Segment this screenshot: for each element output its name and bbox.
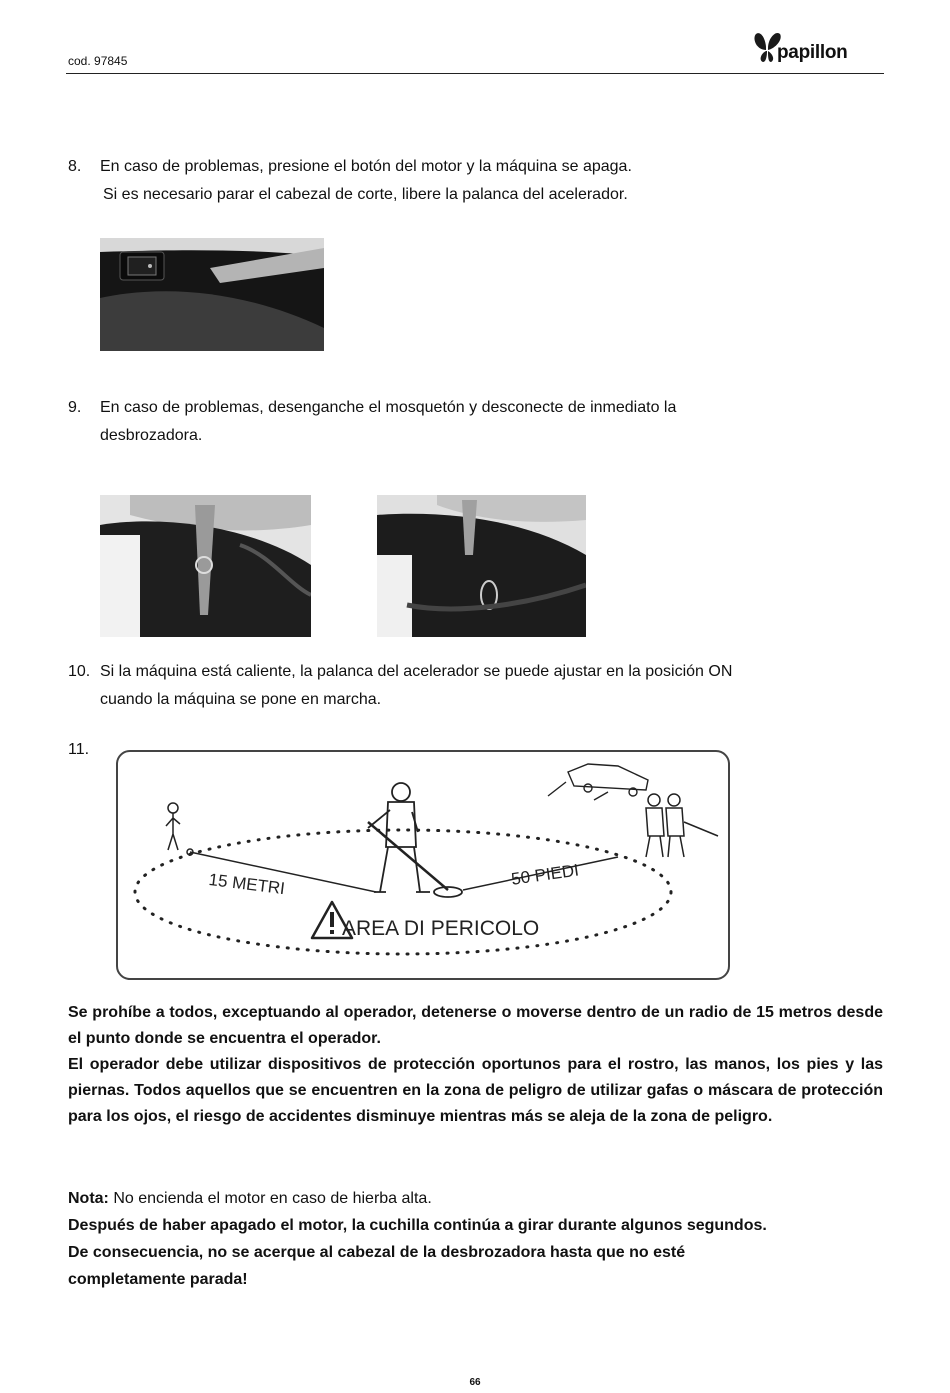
danger-area-diagram <box>116 750 730 980</box>
carabiner-photo-2 <box>377 495 586 637</box>
step-text: Si la máquina está caliente, la palanca del acelerador se puede ajustar en la posición ON <box>100 663 733 680</box>
step-9 <box>68 394 868 454</box>
note-bold-line-1: Después de haber apagado el motor, la cuchilla continúa a girar durante algunos segundos. <box>68 1217 767 1234</box>
operator-figure <box>368 783 462 897</box>
note-text: No encienda el motor en caso de hierba alta. <box>113 1190 432 1207</box>
step-text: desbrozadora. <box>100 427 203 444</box>
carabiner-photo-1 <box>100 495 311 637</box>
step-text: En caso de problemas, presione el botón del motor y la máquina se apaga. <box>100 158 632 175</box>
right-distance-label: 50 PIEDI <box>510 860 581 889</box>
bystander-child-figure <box>166 803 180 850</box>
car-figure <box>548 764 648 800</box>
bystanders-right-figure <box>646 794 718 857</box>
document-code: cod. 97845 <box>68 54 128 68</box>
warning-paragraph-2: El operador debe utilizar dispositivos de protección oportunos para el rostro, las manos, los pies y las piernas. Todos aquellos que se encuentren en la zona de peligro de utilizar gafas o máscara de protección para los ojos, el riesgo de accidentes disminuye mientras más se aleja de la zona de peligro. <box>68 1056 883 1125</box>
header-rule <box>66 73 884 74</box>
step-11-number: 11. <box>68 741 90 758</box>
note-label: Nota: <box>68 1190 109 1207</box>
step-number: 10. <box>68 663 91 680</box>
step-8 <box>68 153 868 213</box>
step-10 <box>68 658 868 718</box>
note-bold-line-3: completamente parada! <box>68 1271 248 1288</box>
motor-switch-photo <box>100 238 324 351</box>
step-text: En caso de problemas, desenganche el mosquetón y desconecte de inmediato la <box>100 399 677 416</box>
note-bold-line-2: De consecuencia, no se acerque al cabezal de la desbrozadora hasta que no esté <box>68 1244 686 1261</box>
page-number: 66 <box>469 1377 481 1388</box>
step-text: cuando la máquina se pone en marcha. <box>100 691 382 708</box>
step-number: 9. <box>68 399 82 416</box>
note-line <box>68 1185 883 1213</box>
step-text: Si es necesario parar el cabezal de corte, libere la palanca del acelerador. <box>103 186 628 203</box>
danger-zone-label: AREA DI PERICOLO <box>342 917 540 940</box>
step-number: 8. <box>68 158 82 175</box>
papillon-logo <box>752 28 872 72</box>
warning-paragraph-1: Se prohíbe a todos, exceptuando al operador, detenerse o moverse dentro de un radio de 15 metros desde el punto donde se encuentra el operador. <box>68 1004 883 1047</box>
brand-name: papillon <box>777 42 848 63</box>
left-distance-label: 15 METRI <box>207 870 286 899</box>
